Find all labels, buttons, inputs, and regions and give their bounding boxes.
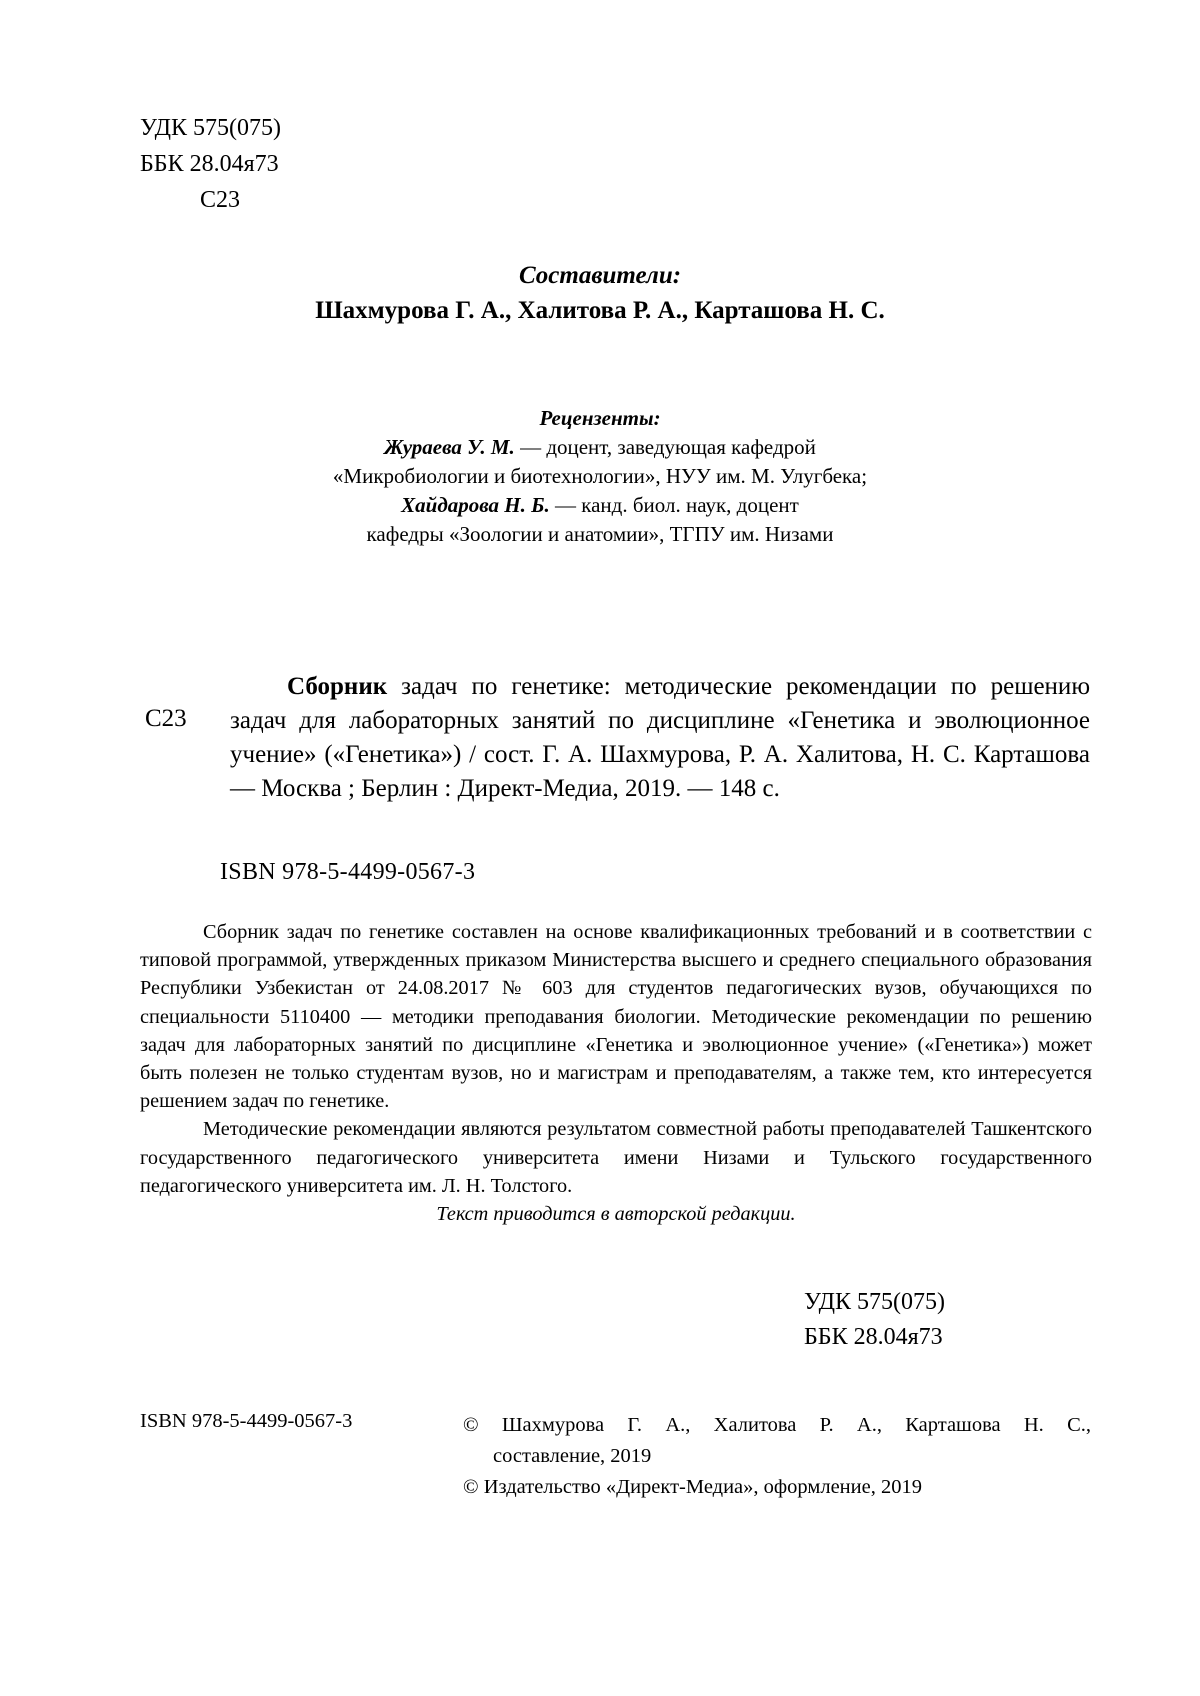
- bbk-code: ББК 28.04я73: [140, 151, 279, 177]
- abstract-paragraph-2: Методические рекомендации являются результатом совместной работы преподавателей Ташкентского государственного педагогического университета имени Низами и Тульского государственного педагогического университета им. Л. Н. Толстого.: [140, 1118, 1092, 1197]
- reviewer-1-position: — доцент, заведующая кафедрой: [514, 435, 816, 459]
- udk-code: УДК 575(075): [140, 115, 281, 141]
- reviewer-2: [0, 491, 1200, 520]
- reviewer-2-name: Хайдарова Н. Б.: [401, 493, 550, 517]
- author-mark: С23: [200, 187, 241, 213]
- abstract-paragraph-1: Сборник задач по генетике составлен на основе квалификационных требований и в соответствии с типовой программой, утвержденных приказом Министерства высшего и среднего специального образования Республики Узбекистан от 24.08.2017 № 603 для студентов педагогических вузов, обучающихся по специальности 5110400 — методики преподавания биологии. Методические рекомендации по решению задач для лабораторных занятий по дисциплине «Генетика и эволюционное учение» («Генетика») может быть полезен не только студентам вузов, но и магистрам и преподавателям, а также тем, кто интересуется решением задач по генетике.: [140, 921, 1092, 1113]
- classification-codes: [140, 110, 281, 218]
- reviewers-block: [0, 404, 1200, 549]
- copyright-publisher: © Издательство «Директ-Медиа», оформление, 2019: [463, 1476, 922, 1498]
- footer-udk-code: УДК 575(075): [804, 1289, 945, 1315]
- copyright-isbn: ISBN 978-5-4499-0567-3: [140, 1410, 353, 1432]
- bibliographic-record: [230, 670, 1090, 806]
- copyright-authors: © Шахмурова Г. А., Халитова Р. А., Карташова Н. С.,: [463, 1414, 1091, 1436]
- editorial-note: Текст приводится в авторской редакции.: [436, 1203, 796, 1226]
- isbn: ISBN 978-5-4499-0567-3: [220, 859, 476, 885]
- reviewer-1-name: Жураева У. М.: [384, 435, 515, 459]
- abstract: [140, 918, 1092, 1228]
- footer-codes: [804, 1285, 945, 1355]
- bibliography-mark: С23: [145, 705, 187, 732]
- reviewer-1: [0, 433, 1200, 462]
- reviewer-1-affiliation: «Микробиологии и биотехнологии», НУУ им. М. Улугбека;: [332, 464, 868, 488]
- reviewer-2-position: — канд. биол. наук, доцент: [549, 493, 799, 517]
- compilers-names: Шахмурова Г. А., Халитова Р. А., Карташова Н. С.: [315, 297, 885, 324]
- bibliography-text: задач по генетике: методические рекомендации по решению задач для лабораторных занятий по дисциплине «Генетика и эволюционное учение» («Генетика») / сост. Г. А. Шахмурова, Р. А. Халитова, Н. С. Карташова — Москва ; Берлин : Директ-Медиа, 2019. — 148 с.: [230, 673, 1090, 802]
- copyright-authors-cont: составление, 2019: [493, 1445, 652, 1467]
- footer-bbk-code: ББК 28.04я73: [804, 1324, 943, 1350]
- copyright-block: [463, 1410, 1091, 1503]
- reviewer-2-affiliation: кафедры «Зоологии и анатомии», ТГПУ им. Низами: [366, 522, 834, 546]
- reviewers-heading: Рецензенты:: [539, 406, 661, 430]
- bibliography-title: Сборник: [287, 673, 388, 700]
- compilers-heading: Составители:: [518, 262, 682, 289]
